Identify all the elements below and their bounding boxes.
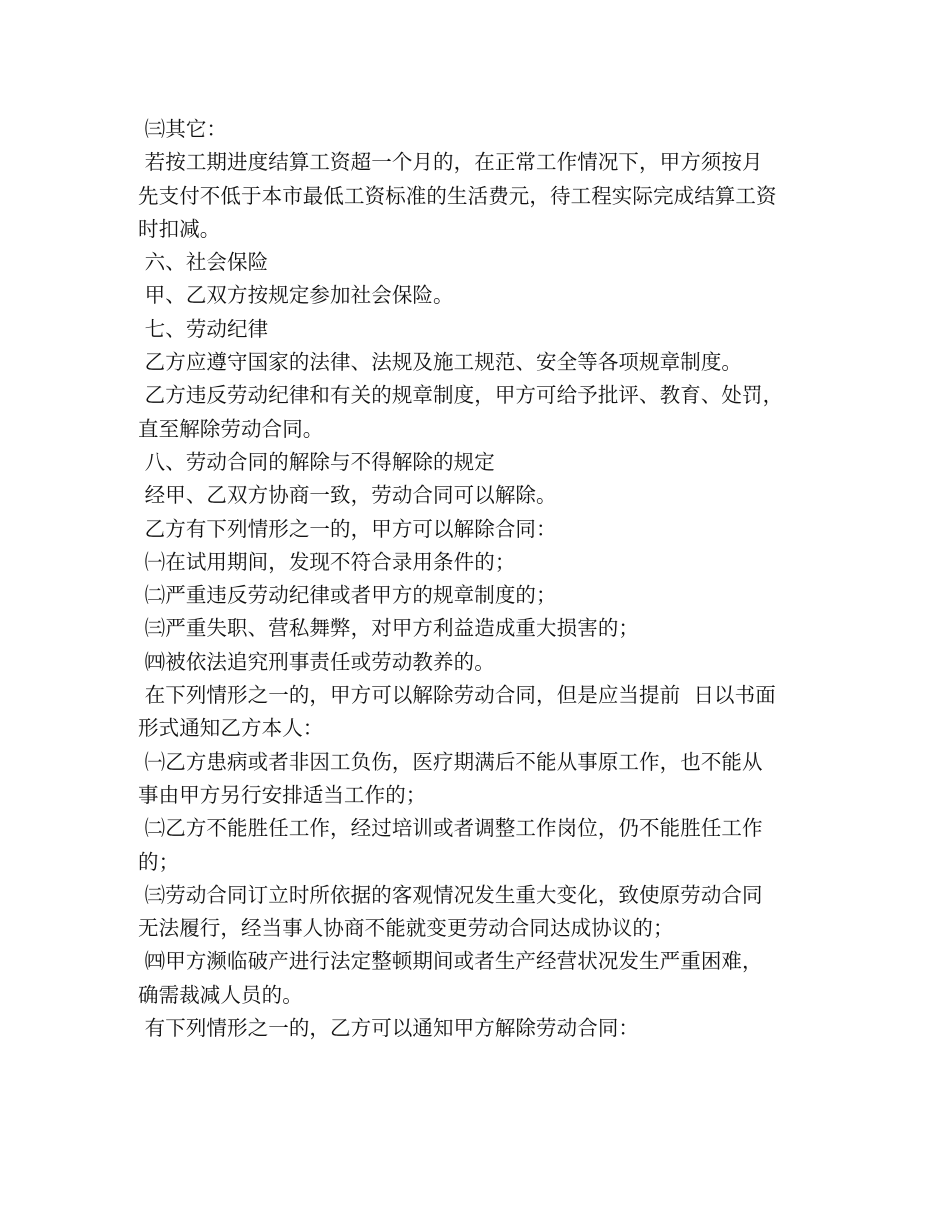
list-item: ㈣被依法追究刑事责任或劳动教养的。 — [138, 649, 495, 674]
text-line: 有下列情形之一的，乙方可以通知甲方解除劳动合同： — [138, 1016, 640, 1041]
section-heading: 八、劳动合同的解除与不得解除的规定 — [138, 449, 495, 474]
list-item: ㈡乙方不能胜任工作，经过培训或者调整工作岗位，仍不能胜任工作 — [138, 816, 763, 841]
text-line: 在下列情形之一的，甲方可以解除劳动合同，但是应当提前 日以书面 — [138, 683, 776, 708]
text-line: 乙方有下列情形之一的，甲方可以解除合同： — [138, 516, 557, 541]
text-line: 事由甲方另行安排适当工作的； — [138, 782, 427, 807]
text-line: 形式通知乙方本人： — [138, 716, 324, 741]
text-line: 乙方应遵守国家的法律、法规及施工规范、安全等各项规章制度。 — [138, 350, 743, 375]
text-line: ㈢其它： — [138, 117, 228, 141]
list-item: ㈠在试用期间，发现不符合录用条件的； — [138, 549, 516, 574]
section-heading: 七、劳动纪律 — [138, 316, 269, 341]
list-item: ㈢劳动合同订立时所依据的客观情况发生重大变化，致使原劳动合同 — [138, 882, 763, 907]
text-line: 乙方违反劳动纪律和有关的规章制度，甲方可给予批评、教育、处罚， — [138, 383, 784, 408]
list-item: ㈣甲方濒临破产进行法定整顿期间或者生产经营状况发生严重困难， — [138, 949, 763, 974]
text-line: 直至解除劳动合同。 — [138, 416, 324, 441]
section-heading: 六、社会保险 — [138, 250, 269, 275]
text-line: 无法履行，经当事人协商不能就变更劳动合同达成协议的； — [138, 916, 674, 941]
document-body — [138, 113, 838, 1045]
text-line: 甲、乙双方按规定参加社会保险。 — [138, 283, 454, 308]
list-item: ㈢严重失职、营私舞弊，对甲方利益造成重大损害的； — [138, 616, 640, 641]
text-line: 确需裁减人员的。 — [138, 982, 303, 1007]
list-item: ㈡严重违反劳动纪律或者甲方的规章制度的； — [138, 583, 557, 608]
list-item: ㈠乙方患病或者非因工负伤，医疗期满后不能从事原工作，也不能从 — [138, 749, 763, 774]
text-line: 先支付不低于本市最低工资标准的生活费元，待工程实际完成结算工资 — [138, 183, 777, 208]
text-line: 若按工期进度结算工资超一个月的，在正常工作情况下，甲方须按月 — [138, 150, 763, 175]
text-line: 的； — [138, 849, 180, 874]
text-line: 经甲、乙双方协商一致，劳动合同可以解除。 — [138, 483, 557, 508]
text-line: 时扣减。 — [138, 216, 221, 241]
